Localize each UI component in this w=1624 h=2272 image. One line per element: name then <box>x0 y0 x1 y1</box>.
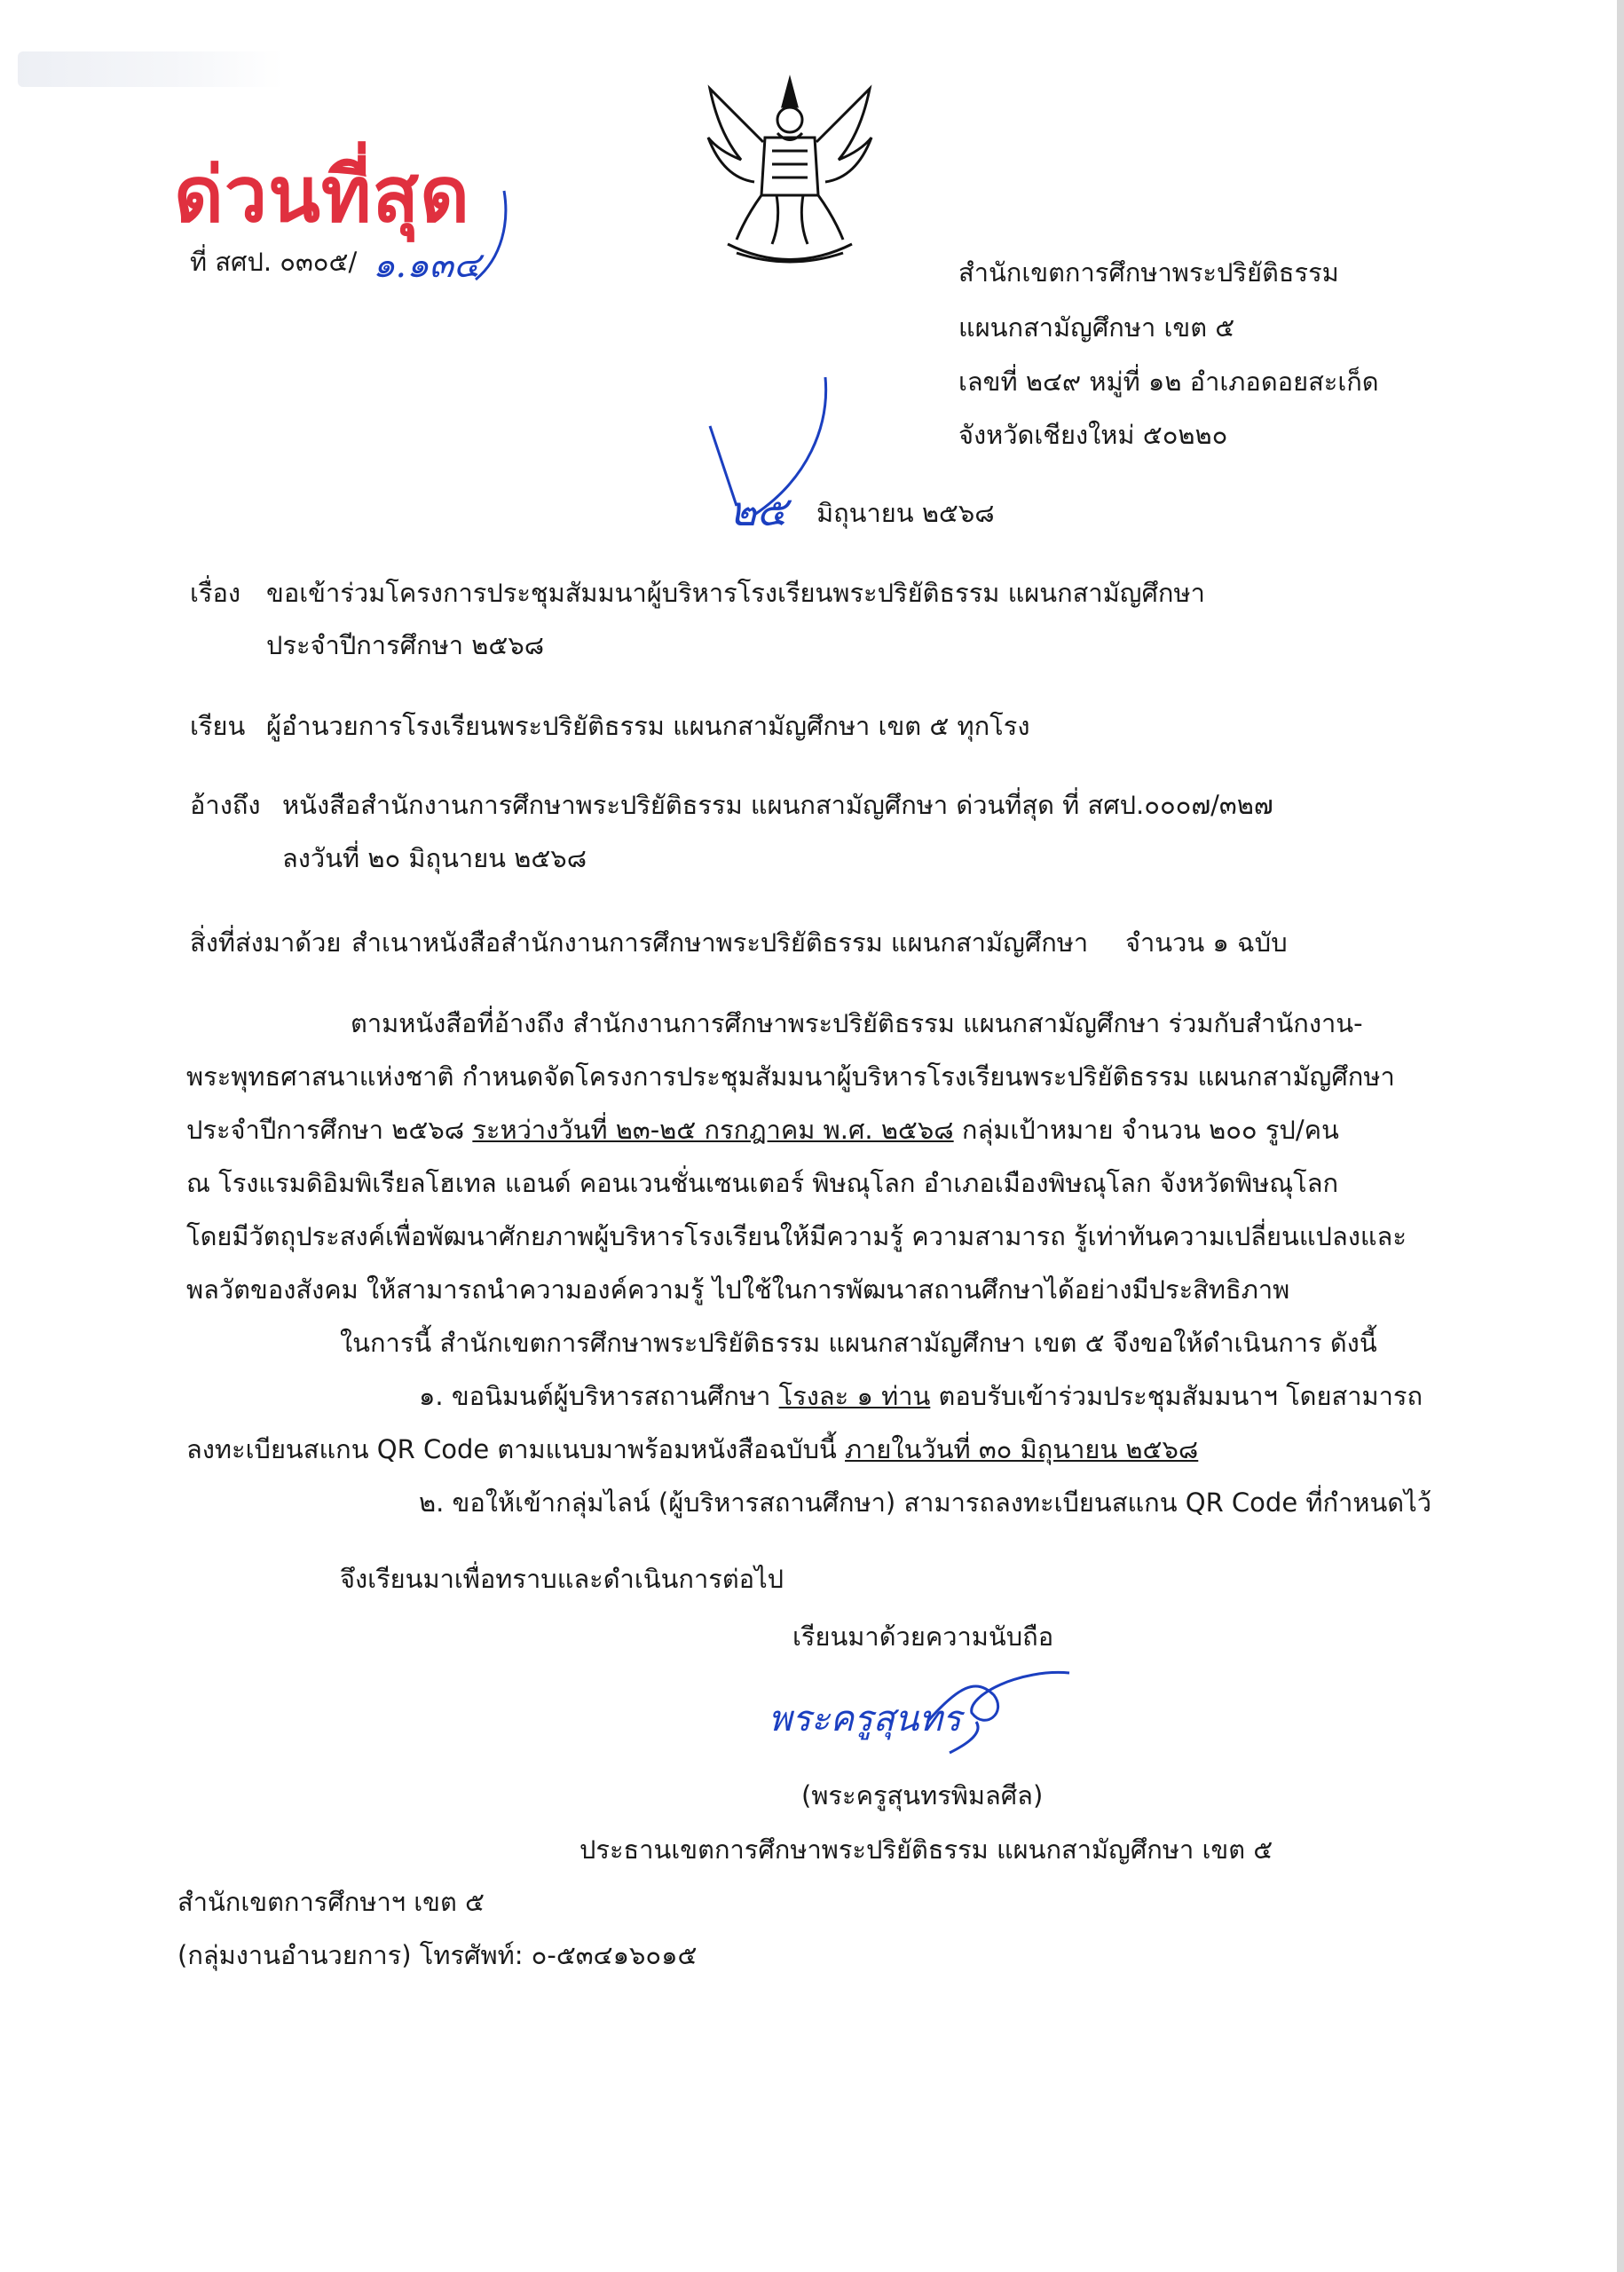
footer-office: สำนักเขตการศึกษาฯ เขต ๕ <box>177 1887 485 1917</box>
sender-line-2: แผนกสามัญศึกษา เขต ๕ <box>958 312 1235 343</box>
body-p1-line-3c: กลุ่มเป้าหมาย จำนวน ๒๐๐ รูป/คน <box>961 1115 1339 1145</box>
reference-number-label: ที่ สศป. ๐๓๐๕/ <box>190 247 358 277</box>
body-p2: ในการนี้ สำนักเขตการศึกษาพระปริยัติธรรม แผนกสามัญศึกษา เขต ๕ จึงขอให้ดำเนินการ ดังนี้ <box>340 1328 1377 1358</box>
subject-line-1: ขอเข้าร่วมโครงการประชุมสัมมนาผู้บริหารโรงเรียนพระปริยัติธรรม แผนกสามัญศึกษา <box>266 578 1205 608</box>
item-1-a: ๑. ขอนิมนต์ผู้บริหารสถานศึกษา <box>419 1381 771 1411</box>
item-1-c: ตอบรับเข้าร่วมประชุมสัมมนาฯ โดยสามารถ <box>938 1381 1423 1411</box>
reference-line-1: หนังสือสำนักงานการศึกษาพระปริยัติธรรม แผนกสามัญศึกษา ด่วนที่สุด ที่ สศป.๐๐๐๗/๓๒๗ <box>282 790 1273 820</box>
faded-stamp-mark <box>18 51 284 87</box>
event-dates-underlined: ระหว่างวันที่ ๒๓-๒๕ กรกฎาคม พ.ศ. ๒๕๖๘ <box>472 1115 954 1145</box>
body-p1-line-1: ตามหนังสือที่อ้างถึง สำนักงานการศึกษาพระปริยัติธรรม แผนกสามัญศึกษา ร่วมกับสำนักงาน- <box>351 1008 1363 1038</box>
sender-line-1: สำนักเขตการศึกษาพระปริยัติธรรม <box>958 257 1339 288</box>
item-1-per-school-underlined: โรงละ ๑ ท่าน <box>778 1381 931 1411</box>
footer-contact: (กลุ่มงานอำนวยการ) โทรศัพท์: ๐-๕๓๔๑๖๐๑๕ <box>177 1940 698 1970</box>
sender-line-4: จังหวัดเชียงใหม่ ๕๐๒๒๐ <box>958 420 1228 450</box>
body-p1-line-3a: ประจำปีการศึกษา ๒๕๖๘ <box>186 1115 465 1145</box>
handwritten-reference-number: ๑.๑๓๔ <box>373 245 481 286</box>
item-1-line-2a: ลงทะเบียนสแกน QR Code ตามแนบมาพร้อมหนังสือฉบับนี้ <box>186 1434 837 1464</box>
body-item-1-line-2 <box>186 1434 1198 1465</box>
body-p1-line-4: ณ โรงแรมดิอิมพิเรียลโฮเทล แอนด์ คอนเวนชั่นเซนเตอร์ พิษณุโลก อำเภอเมืองพิษณุโลก จังหวัดพิษณุโลก <box>186 1168 1339 1198</box>
enclosure-text: สำเนาหนังสือสำนักงานการศึกษาพระปริยัติธรรม แผนกสามัญศึกษา <box>351 927 1089 958</box>
reference-line-2: ลงวันที่ ๒๐ มิถุนายน ๒๕๖๘ <box>282 843 587 873</box>
urgency-label: ด่วนที่สุด <box>174 151 470 240</box>
deadline-underlined: ภายในวันที่ ๓๐ มิถุนายน ๒๕๖๘ <box>845 1434 1199 1464</box>
body-p1-line-3 <box>186 1115 1339 1146</box>
pen-stroke-ref <box>469 186 513 284</box>
handwritten-signature: พระครูสุนทร <box>769 1699 962 1740</box>
body-p1-line-5: โดยมีวัตถุประสงค์เพื่อพัฒนาศักยภาพผู้บริหารโรงเรียนให้มีความรู้ ความสามารถ รู้เท่าทันความเปลี่ยนแปลงและ <box>186 1221 1407 1251</box>
body-p1-line-6: พลวัตของสังคม ให้สามารถนำความองค์ความรู้ ไปใช้ในการพัฒนาสถานศึกษาได้อย่างมีประสิทธิภาพ <box>186 1274 1290 1305</box>
subject-label: เรื่อง <box>190 578 241 608</box>
addressee-label: เรียน <box>190 711 246 741</box>
addressee-text: ผู้อำนวยการโรงเรียนพระปริยัติธรรม แผนกสามัญศึกษา เขต ๕ ทุกโรง <box>266 711 1030 741</box>
enclosure-count: จำนวน ๑ ฉบับ <box>1125 927 1288 958</box>
regards: เรียนมาด้วยความนับถือ <box>792 1621 1054 1652</box>
subject-line-2: ประจำปีการศึกษา ๒๕๖๘ <box>266 630 545 660</box>
body-item-2: ๒. ขอให้เข้ากลุ่มไลน์ (ผู้บริหารสถานศึกษา) สามารถลงทะเบียนสแกน QR Code ที่กำหนดไว้ <box>419 1487 1431 1518</box>
signatory-title: ประธานเขตการศึกษาพระปริยัติธรรม แผนกสามัญศึกษา เขต ๕ <box>579 1834 1273 1865</box>
closing-statement: จึงเรียนมาเพื่อทราบและดำเนินการต่อไป <box>340 1564 784 1594</box>
body-item-1-line-1 <box>419 1381 1423 1412</box>
handwritten-date-day: ๒๕ <box>729 487 788 535</box>
date-month-year: มิถุนายน ๒๕๖๘ <box>816 498 995 528</box>
scan-edge <box>1617 0 1624 2272</box>
signature-flourish <box>923 1660 1074 1757</box>
sender-line-3: เลขที่ ๒๔๙ หมู่ที่ ๑๒ อำเภอดอยสะเก็ด <box>958 367 1379 397</box>
signatory-name: (พระครูสุนทรพิมลศีล) <box>801 1780 1044 1810</box>
reference-label: อ้างถึง <box>190 790 261 820</box>
body-p1-line-2: พระพุทธศาสนาแห่งชาติ กำหนดจัดโครงการประชุมสัมมนาผู้บริหารโรงเรียนพระปริยัติธรรม แผนกสามัญศึกษา <box>186 1061 1395 1092</box>
garuda-emblem-icon <box>701 71 879 275</box>
enclosure-label: สิ่งที่ส่งมาด้วย <box>190 927 342 958</box>
